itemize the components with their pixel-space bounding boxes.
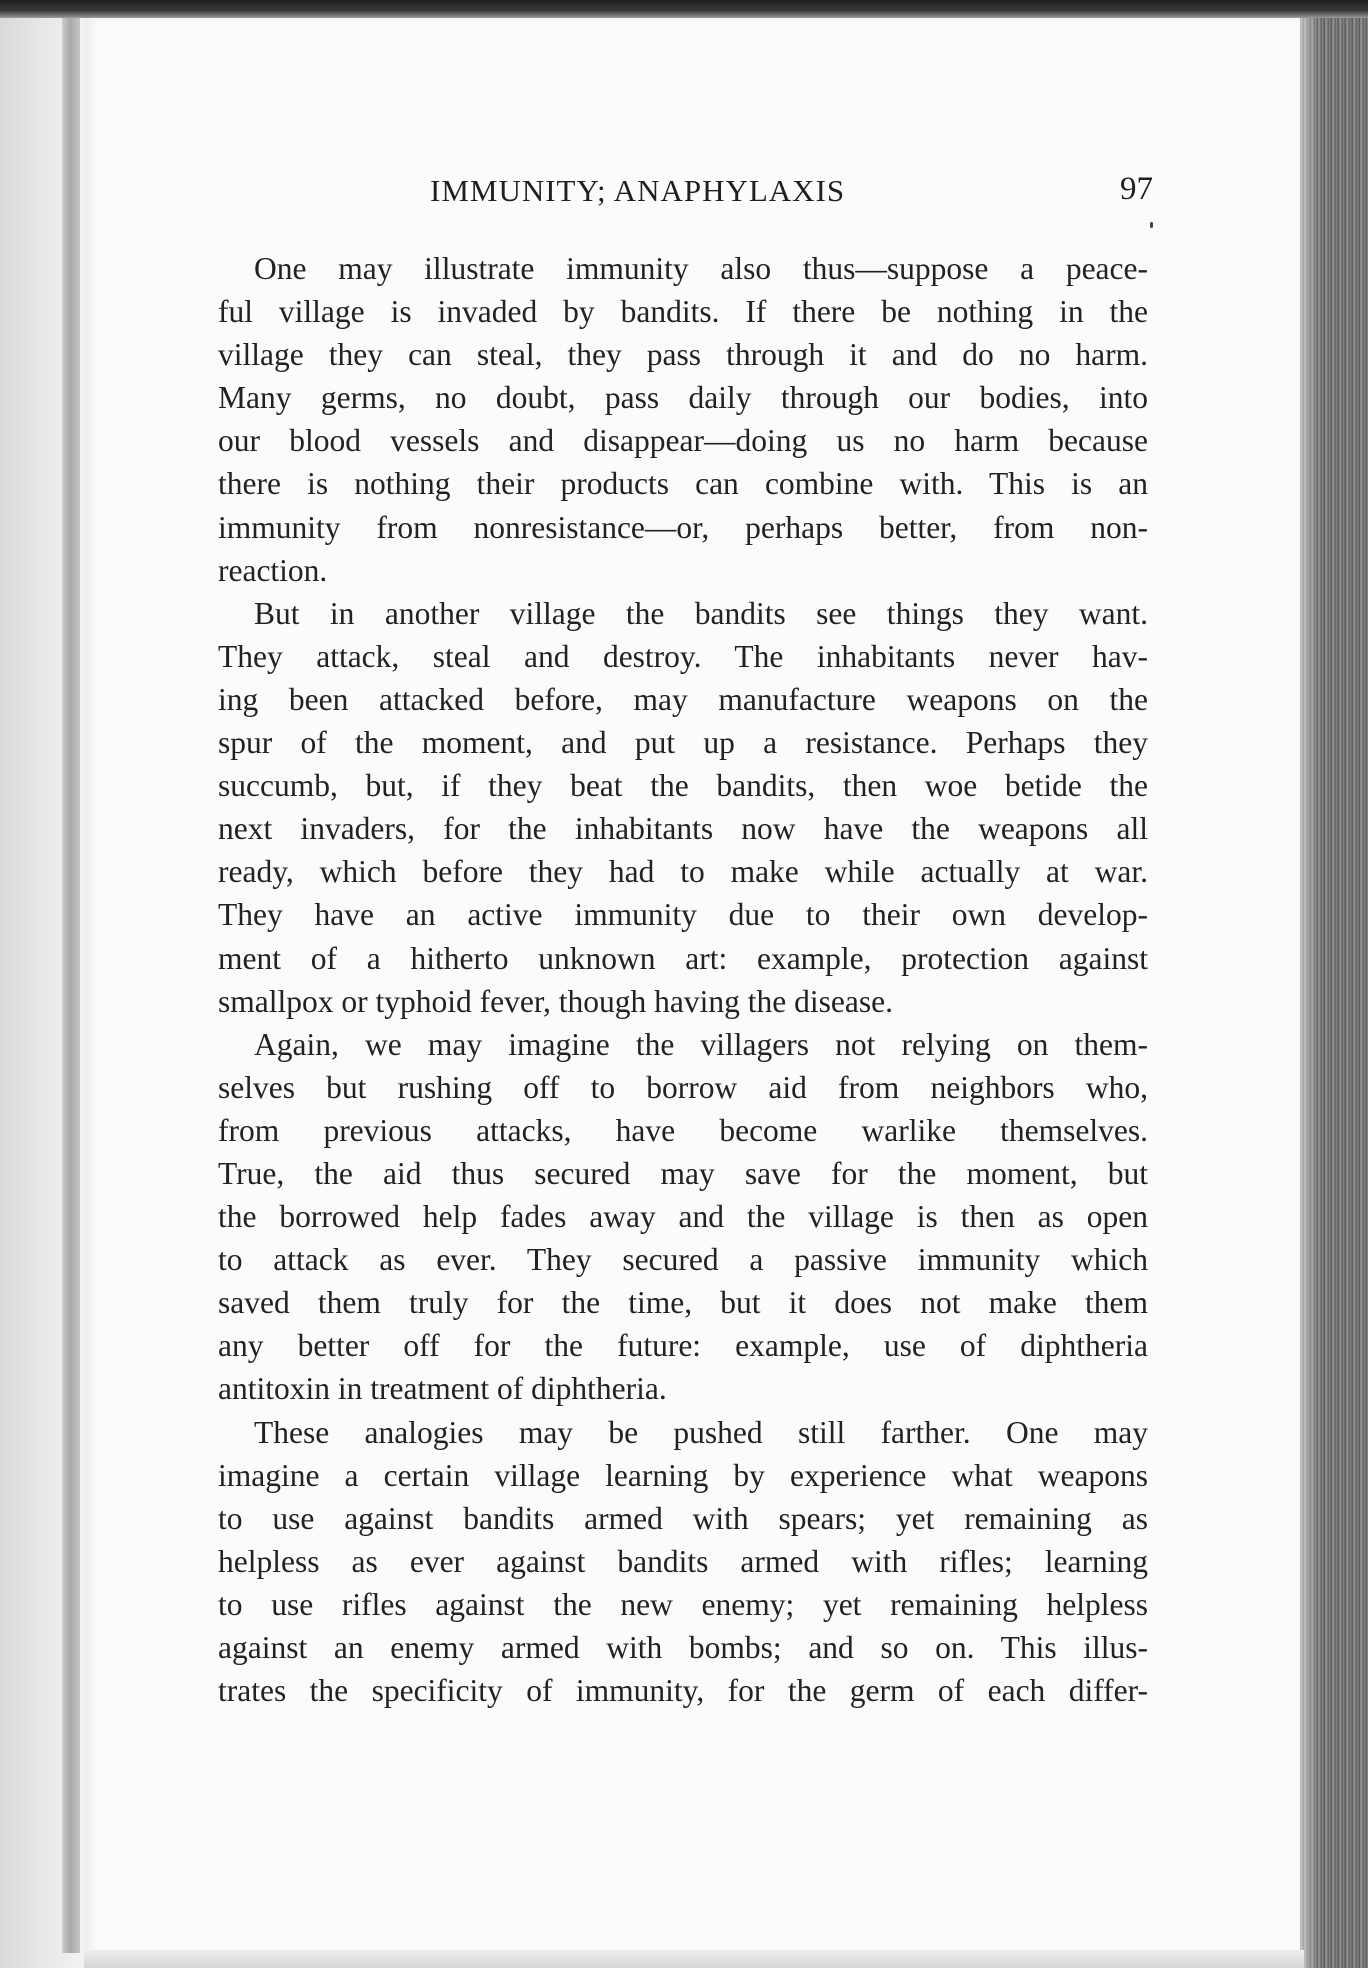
text-line: against an enemy armed with bombs; and so on. This illus- <box>218 1630 1148 1665</box>
text-line: our blood vessels and disappear—doing us no harm because <box>218 423 1148 459</box>
text-line: True, the aid thus secured may save for the moment, but <box>218 1155 1148 1191</box>
text-line: next invaders, for the inhabitants now have the weapons all <box>218 811 1148 847</box>
text-line: smallpox or typhoid fever, though having the disease. <box>218 983 893 1019</box>
text-line: But in another village the bandits see things they want. <box>254 595 1148 631</box>
paragraph <box>218 247 1148 592</box>
text-line: selves but rushing off to borrow aid from neighbors who, <box>218 1069 1148 1105</box>
right-edge-highlight <box>1300 14 1320 1968</box>
text-line: ing been attacked before, may manufacture weapons on the <box>218 681 1148 717</box>
text-line: They attack, steal and destroy. The inhabitants never hav- <box>218 638 1148 674</box>
text-line: immunity from nonresistance—or, perhaps better, from non- <box>218 509 1148 545</box>
text-line: from previous attacks, have become warlike themselves. <box>218 1112 1148 1148</box>
paragraph <box>218 1411 1148 1713</box>
text-line: to attack as ever. They secured a passive immunity which <box>218 1242 1148 1278</box>
ink-speck <box>1150 222 1153 228</box>
text-line: imagine a certain village learning by experience what weapons <box>218 1457 1148 1493</box>
text-line: there is nothing their products can combine with. This is an <box>218 466 1148 502</box>
text-line: antitoxin in treatment of diphtheria. <box>218 1371 667 1407</box>
text-line: village they can steal, they pass through it and do no harm. <box>218 337 1148 373</box>
paragraph <box>218 592 1148 1023</box>
body-text <box>218 247 1148 1712</box>
left-page-edge <box>0 0 96 1968</box>
text-line: Again, we may imagine the villagers not relying on them- <box>254 1026 1148 1062</box>
paragraph <box>218 1023 1148 1411</box>
text-line: saved them truly for the time, but it does not make them <box>218 1285 1148 1321</box>
page-number: 97 <box>1120 171 1153 207</box>
bottom-scan-shadow <box>84 1950 1304 1968</box>
text-line: helpless as ever against bandits armed with rifles; learning <box>218 1543 1148 1579</box>
text-line: These analogies may be pushed still farther. One may <box>254 1414 1148 1450</box>
text-line: the borrowed help fades away and the village is then as open <box>218 1199 1148 1235</box>
text-line: Many germs, no doubt, pass daily through our bodies, into <box>218 380 1148 416</box>
text-line: succumb, but, if they beat the bandits, then woe betide the <box>218 768 1148 804</box>
text-line: One may illustrate immunity also thus—suppose a peace- <box>254 251 1148 286</box>
text-line: to use rifles against the new enemy; yet remaining helpless <box>218 1586 1148 1622</box>
text-line: to use against bandits armed with spears; yet remaining as <box>218 1500 1148 1536</box>
text-line: trates the specificity of immunity, for the germ of each differ- <box>218 1673 1148 1709</box>
text-line: ready, which before they had to make while actually at war. <box>218 854 1148 890</box>
text-line: any better off for the future: example, use of diphtheria <box>218 1328 1148 1364</box>
top-scan-shadow <box>0 0 1368 18</box>
text-line: spur of the moment, and put up a resistance. Perhaps they <box>218 725 1148 761</box>
text-line: ment of a hitherto unknown art: example, protection against <box>218 940 1148 976</box>
text-line: They have an active immunity due to their own develop- <box>218 897 1148 933</box>
running-head: IMMUNITY; ANAPHYLAXIS <box>430 173 846 208</box>
book-gutter-shadow <box>62 18 80 1953</box>
text-line: ful village is invaded by bandits. If there be nothing in the <box>218 294 1148 330</box>
text-line: reaction. <box>218 552 328 588</box>
